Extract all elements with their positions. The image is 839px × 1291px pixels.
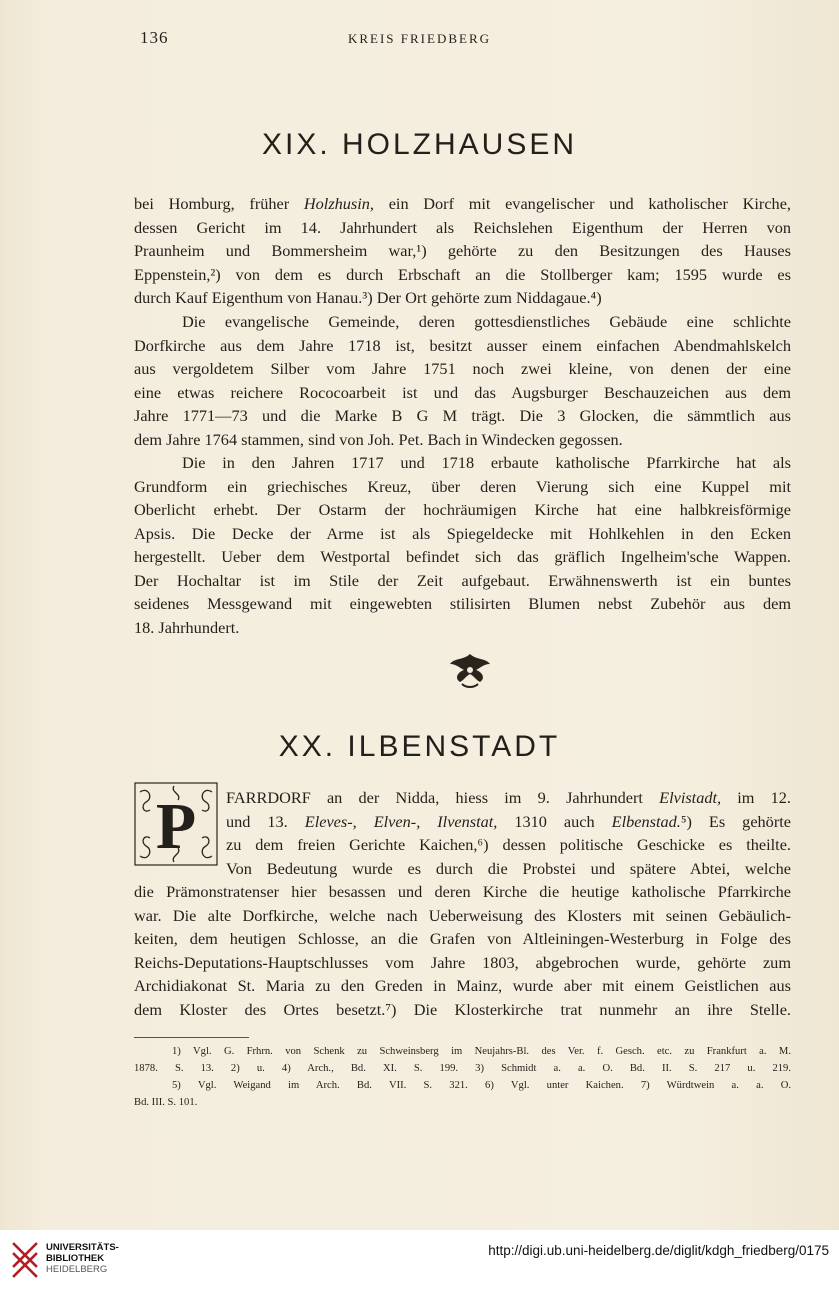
paragraph-catholic-church <box>134 451 791 639</box>
text-line: die Prämonstratenser hier besassen und deren Kirche die heutige katholische Pfarrkirche <box>134 882 791 901</box>
footnote-divider <box>134 1037 249 1038</box>
text-line: Grundform ein griechisches Kreuz, über deren Vierung sich eine Kuppel mit <box>134 476 791 496</box>
text-line: Apsis. Die Decke der Arme ist als Spiegeldecke mit Hohlkehlen in den Ecken <box>134 523 791 543</box>
library-name-line-2: BIBLIOTHEK <box>46 1253 105 1264</box>
library-name <box>46 1242 119 1275</box>
svg-text:P: P <box>155 790 197 863</box>
library-name-line-3: HEIDELBERG <box>46 1264 108 1275</box>
fleuron-ornament-icon <box>440 650 500 690</box>
university-library-logo-icon <box>10 1238 40 1284</box>
paragraph-holzhausen-history <box>134 192 791 310</box>
text-line: dem Jahre 1764 stammen, sind von Joh. Pet. Bach in Windecken gegossen. <box>134 429 623 449</box>
text-line: Dorfkirche aus dem Jahre 1718 ist, besitzt ausser einem einfachen Abendmahlskelch <box>134 335 791 355</box>
paragraph-evangelical-church <box>134 310 791 451</box>
text-line: Die evangelische Gemeinde, deren gottesdienstliches Gebäude eine schlichte <box>182 312 791 331</box>
footnote-line: 5) Vgl. Weigand im Arch. Bd. VII. S. 321. 6) Vgl. unter Kaichen. 7) Würdtwein a. a. O. <box>172 1080 791 1091</box>
italic-term: Holzhusin, <box>303 194 375 213</box>
text-line: dem Kloster des Ortes besetzt.⁷) Die Klosterkirche trat nunmehr an ihre Stelle. <box>134 999 791 1019</box>
section-title-ilbenstadt: XX. ILBENSTADT <box>278 730 561 763</box>
text-line: keiten, dem heutigen Schlosse, an die Grafen von Altleiningen-Westerburg in Folge des <box>134 929 791 948</box>
text-line: bei Homburg, früher Holzhusin, ein Dorf mit evangelischer und katholischer Kirche, <box>134 194 791 213</box>
text-line: Eppenstein,²) von dem es durch Erbschaft an die Stollberger kam; 1595 wurde es <box>134 264 791 284</box>
text-line: zu dem freien Gerichte Kaichen,⁶) dessen politische Geschicke es theilte. <box>226 835 791 854</box>
text-line: Oberlicht erhebt. Der Ostarm der hochräumigen Kirche hat eine halbkreisförmige <box>134 500 791 519</box>
text-line: Jahre 1771—73 und die Marke B G M trägt. Die 3 Glocken, die sämmtlich aus <box>134 406 791 425</box>
footnote-line: 1) Vgl. G. Frhrn. von Schenk zu Schweinsberg im Neujahrs-Bl. des Ver. f. Gesch. etc. zu Frankfurt a. M. <box>172 1046 791 1057</box>
footnotes <box>134 1043 791 1111</box>
text-line: eine etwas reichere Rococoarbeit ist und das Augsburger Beschauzeichen aus dem <box>134 382 791 402</box>
text-line: FARRDORF an der Nidda, hiess im 9. Jahrhundert Elvistadt, im 12. <box>226 788 791 807</box>
library-name-line-1: UNIVERSITÄTS- <box>46 1242 119 1253</box>
text-line: Die in den Jahren 1717 und 1718 erbaute katholische Pfarrkirche hat als <box>182 453 791 472</box>
italic-term: Elvistadt, <box>659 788 722 807</box>
paragraph-ilbenstadt <box>134 786 791 1021</box>
text-line: 18. Jahrhundert. <box>134 617 240 637</box>
text-line: aus vergoldetem Silber vom Jahre 1751 noch zwei kleine, von denen der eine <box>134 359 791 378</box>
text-line: dessen Gericht im 14. Jahrhundert als Reichslehen Eigenthum der Herren von <box>134 217 791 237</box>
text-line: seidenes Messgewand mit eingewebten stilisirten Blumen nebst Zubehör aus dem <box>134 594 791 613</box>
running-title: KREIS FRIEDBERG <box>347 31 492 46</box>
footer-bar <box>0 1230 839 1291</box>
text-line: war. Die alte Dorfkirche, welche nach Ueberweisung des Klosters mit seinen Gebäulich- <box>134 905 791 925</box>
footnote-line: 1878. S. 13. 2) u. 4) Arch., Bd. XI. S. 199. 3) Schmidt a. a. O. Bd. II. S. 217 u. 219. <box>134 1063 791 1074</box>
text-line: Von Bedeutung wurde es durch die Probstei und spätere Abtei, welche <box>226 858 791 878</box>
footnote-line: Bd. III. S. 101. <box>134 1097 198 1108</box>
text-line: und 13. Eleves-, Elven-, Ilvenstat, 1310 auch Elbenstad.⁵) Es gehörte <box>226 811 791 831</box>
italic-term: Elbenstad. <box>611 811 681 831</box>
text-line: durch Kauf Eigenthum von Hanau.³) Der Ort gehörte zum Niddagaue.⁴) <box>134 288 602 307</box>
text-line: Praunheim und Bommersheim war,¹) gehörte zu den Besitzungen des Hauses <box>134 241 791 260</box>
permalink[interactable]: http://digi.ub.uni-heidelberg.de/diglit/kdgh_friedberg/0175 <box>488 1243 829 1258</box>
page-number: 136 <box>140 28 169 47</box>
text-line: Der Hochaltar ist im Stile der Zeit aufgebaut. Erwähnenswerth ist ein buntes <box>134 570 791 590</box>
section-title-holzhausen: XIX. HOLZHAUSEN <box>261 128 578 161</box>
italic-term: Eleves-, Elven-, Ilvenstat, <box>304 811 498 831</box>
text-line: Archidiakonat St. Maria zu den Greden in Mainz, wurde aber mit einem Geistlichen aus <box>134 976 791 995</box>
text-line: Reichs-Deputations-Hauptschlusses vom Jahre 1803, abgebrochen wurde, gehörte zum <box>134 952 791 972</box>
text-line: hergestellt. Ueber dem Westportal befindet sich das gräflich Ingelheim'sche Wappen. <box>134 547 791 566</box>
